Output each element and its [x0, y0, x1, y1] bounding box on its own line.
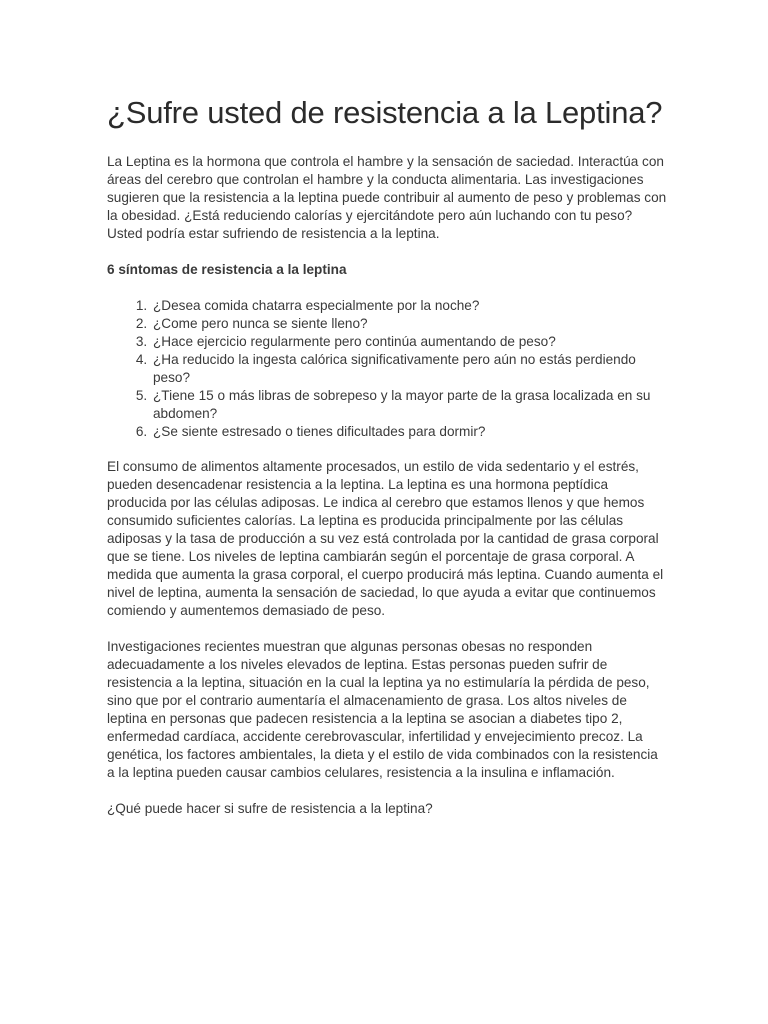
- symptoms-heading: 6 síntomas de resistencia a la leptina: [107, 262, 347, 277]
- body-paragraph-2: El consumo de alimentos altamente procesados, un estilo de vida sedentario y el estrés, pueden desencadenar resistencia a la leptina. La leptina es una hormona peptídica producida por las células adiposas. Le indica al cerebro que estamos llenos y que hemos consumido suficientes calorías. La leptina es producida principalmente por las células adiposas y la tasa de producción a su vez está controlada por la cantidad de grasa corporal que se tiene. Los niveles de leptina cambiarán según el porcentaje de grasa corporal. A medida que aumenta la grasa corporal, el cuerpo producirá más leptina. Cuando aumenta el nivel de leptina, aumenta la sensación de saciedad, lo que ayuda a evitar que continuemos comiendo y aumentemos demasiado de peso.: [107, 459, 664, 618]
- list-item: 5. ¿Tiene 15 o más libras de sobrepeso y la mayor parte de la grasa localizada en su abdomen?: [151, 387, 667, 423]
- document-page: [107, 94, 667, 818]
- list-item: 4. ¿Ha reducido la ingesta calórica significativamente pero aún no estás perdiendo peso?: [151, 351, 667, 387]
- body-paragraph-3: Investigaciones recientes muestran que algunas personas obesas no responden adecuadamente a los niveles elevados de leptina. Estas personas pueden sufrir de resistencia a la leptina, situación en la cual la leptina ya no estimularía la pérdida de peso, sino que por el contrario aumentaría el almacenamiento de grasa. Los altos niveles de leptina en personas que padecen resistencia a la leptina se asocian a diabetes tipo 2, enfermedad cardíaca, accidente cerebrovascular, infertilidad y envejecimiento precoz. La genética, los factores ambientales, la dieta y el estilo de vida combinados con la resistencia a la leptina pueden causar cambios celulares, resistencia a la insulina e inflamación.: [107, 639, 658, 780]
- intro-paragraph: La Leptina es la hormona que controla el hambre y la sensación de saciedad. Interactúa con áreas del cerebro que controlan el hambre y la conducta alimentaria. Las investigaciones sugieren que la resistencia a la leptina puede contribuir al aumento de peso y problemas con la obesidad. ¿Está reduciendo calorías y ejercitándote pero aún luchando con tu peso? Usted podría estar sufriendo de resistencia a la leptina.: [107, 154, 667, 241]
- symptoms-list: [107, 297, 667, 441]
- closing-question: ¿Qué puede hacer si sufre de resistencia a la leptina?: [107, 801, 433, 816]
- document-title: ¿Sufre usted de resistencia a la Leptina?: [107, 95, 663, 130]
- list-item: 1. ¿Desea comida chatarra especialmente por la noche?: [151, 297, 667, 315]
- list-item: 2. ¿Come pero nunca se siente lleno?: [151, 315, 667, 333]
- list-item: 3. ¿Hace ejercicio regularmente pero continúa aumentando de peso?: [151, 333, 667, 351]
- list-item: 6. ¿Se siente estresado o tienes dificultades para dormir?: [151, 423, 667, 441]
